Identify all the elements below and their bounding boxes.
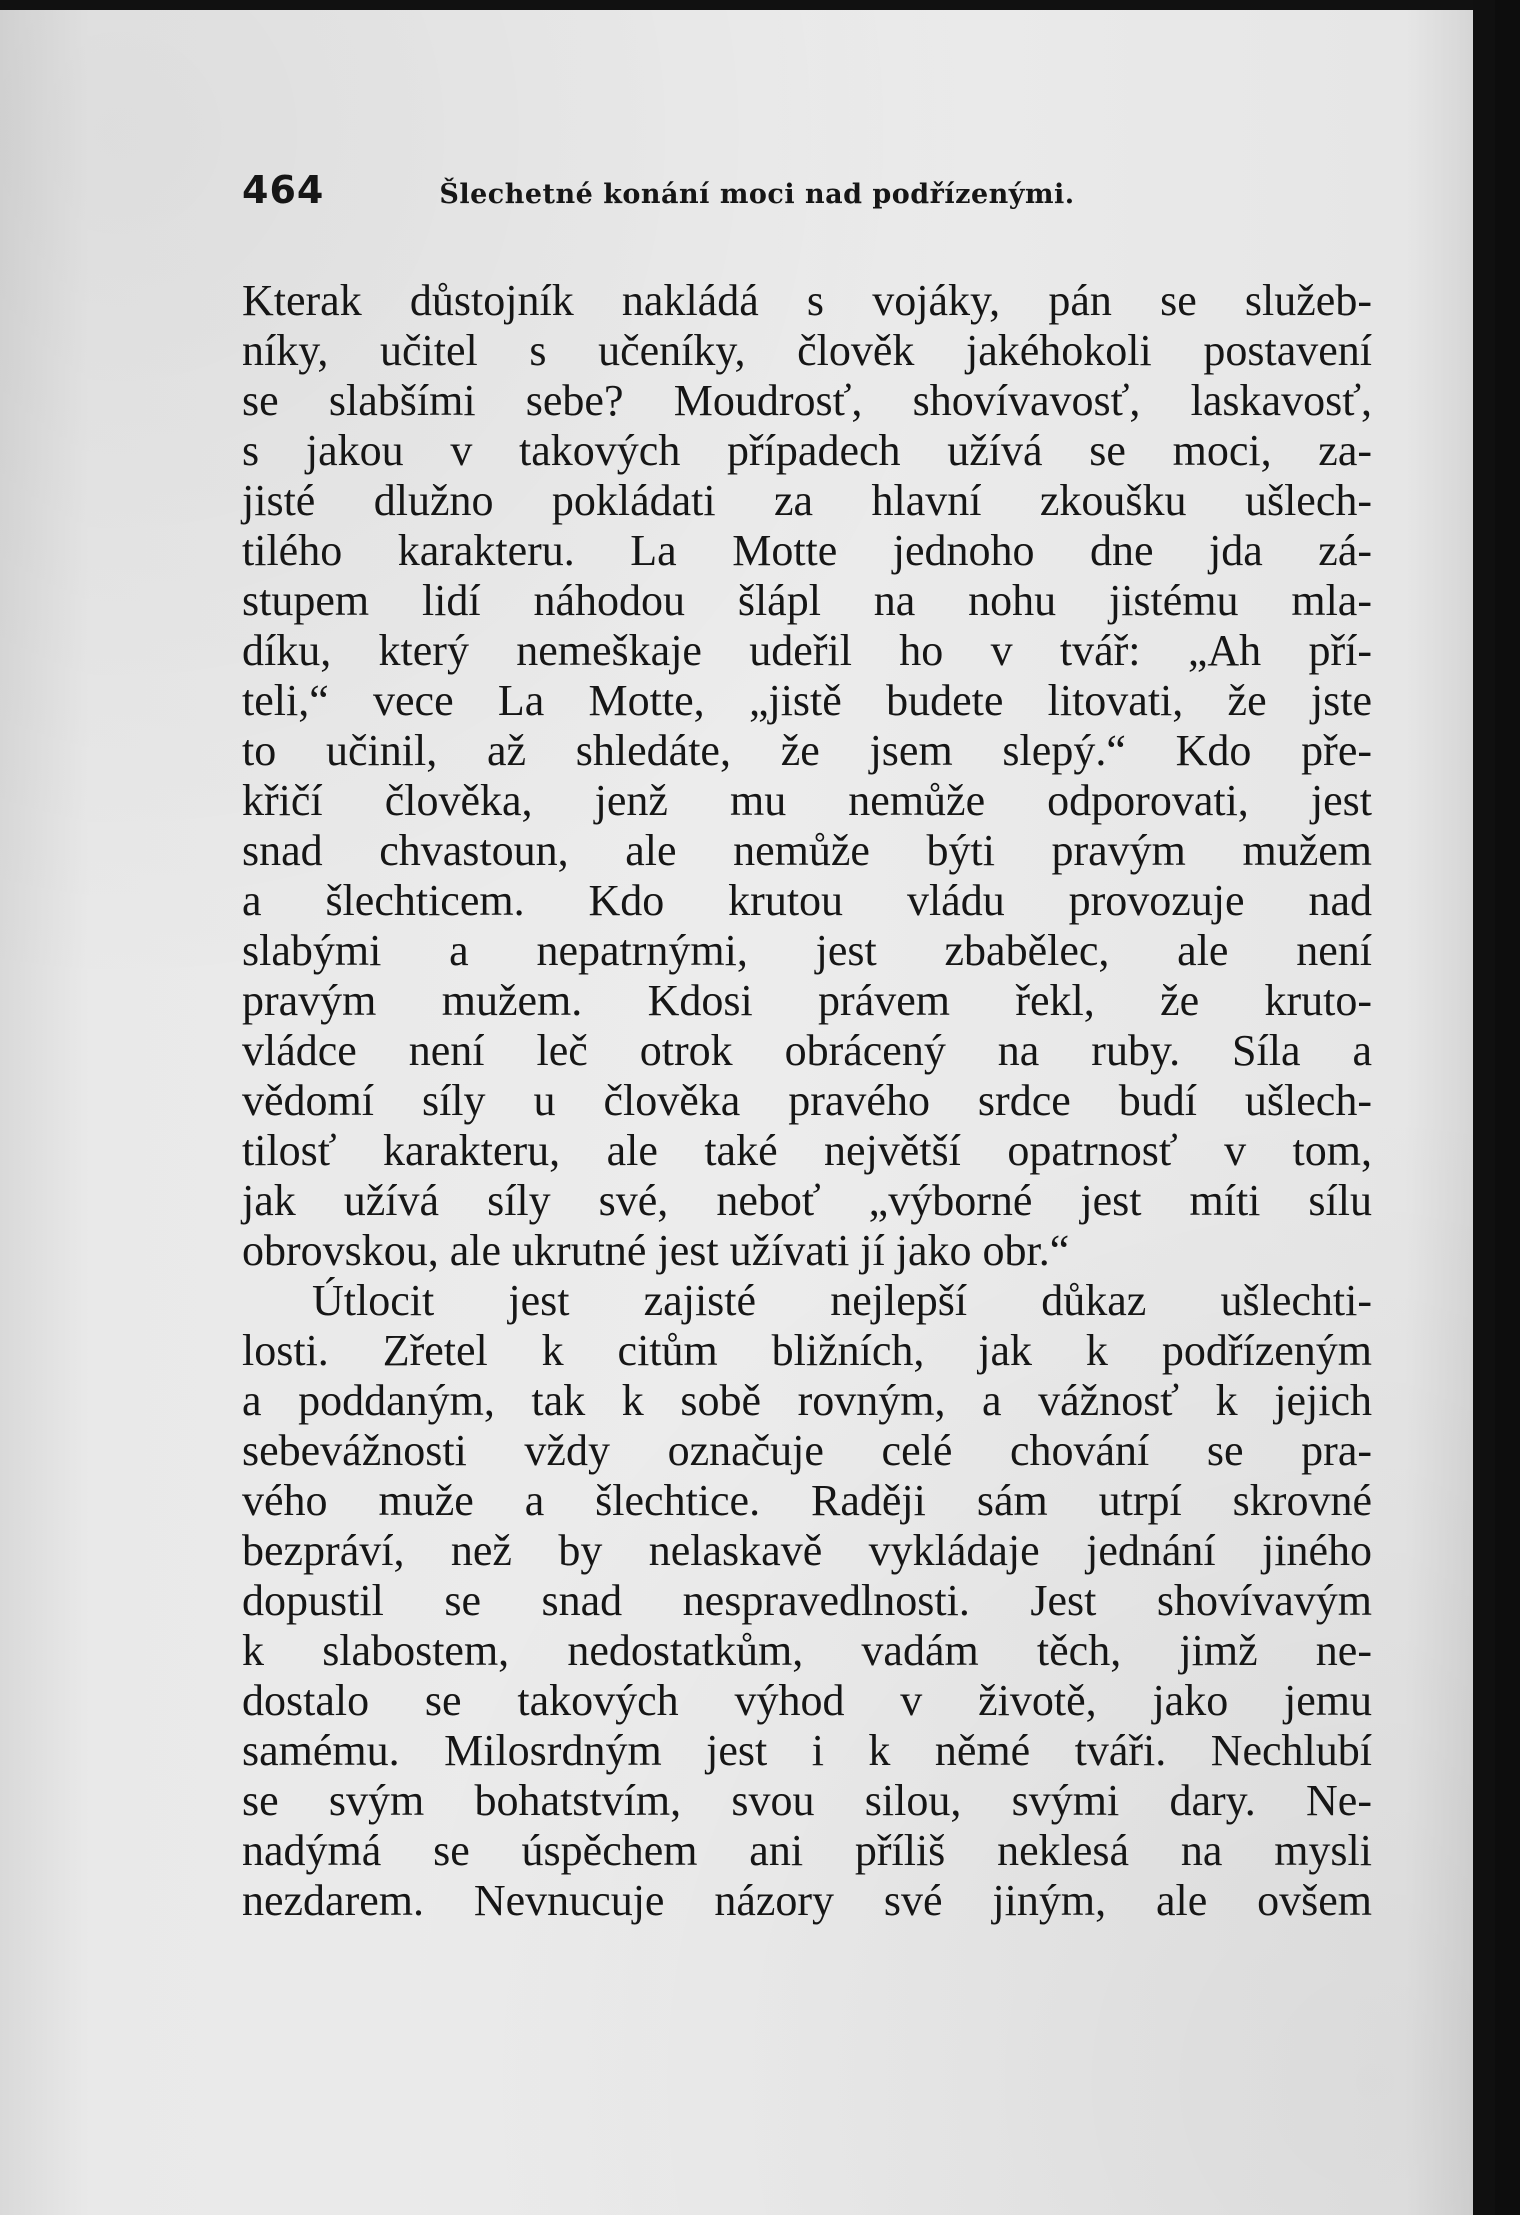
text-line: losti. Zřetel k citům bližních, jak k podřízeným — [242, 1326, 1372, 1375]
text-line: sebevážnosti vždy označuje celé chování se pra- — [242, 1426, 1372, 1475]
body-text — [242, 276, 1372, 1926]
text-line: nezdarem. Nevnucuje názory své jiným, ale ovšem — [242, 1876, 1372, 1925]
text-block — [242, 168, 1372, 1926]
text-line: teli,“ vece La Motte, „jistě budete litovati, že jste — [242, 676, 1372, 725]
text-line: se svým bohatstvím, svou silou, svými dary. Ne- — [242, 1776, 1372, 1825]
text-line: jak užívá síly své, neboť „výborné jest míti sílu — [242, 1176, 1372, 1225]
paragraph-start-line: Útlocit jest zajisté nejlepší důkaz ušlechti- — [312, 1276, 1372, 1325]
text-line: slabými a nepatrnými, jest zbabělec, ale není — [242, 926, 1372, 975]
text-line: díku, který nemeškaje udeřil ho v tvář: „Ah pří- — [242, 626, 1372, 675]
text-line: se slabšími sebe? Moudrosť, shovívavosť, laskavosť, — [242, 376, 1372, 425]
text-line: s jakou v takových případech užívá se moci, za- — [242, 426, 1372, 475]
text-line: snad chvastoun, ale nemůže býti pravým mužem — [242, 826, 1372, 875]
text-line: pravým mužem. Kdosi právem řekl, že kruto- — [242, 976, 1372, 1025]
running-head — [242, 168, 1372, 228]
text-line: stupem lidí náhodou šlápl na nohu jistému mla- — [242, 576, 1372, 625]
text-line: samému. Milosrdným jest i k němé tváři. Nechlubí — [242, 1726, 1372, 1775]
page-number: 464 — [242, 168, 325, 212]
text-line: níky, učitel s učeníky, člověk jakéhokoli postavení — [242, 326, 1372, 375]
text-line: bezpráví, než by nelaskavě vykládaje jednání jiného — [242, 1526, 1372, 1575]
text-line: vědomí síly u člověka pravého srdce budí ušlech- — [242, 1076, 1372, 1125]
scan-top-edge — [0, 0, 1495, 10]
text-line: jisté dlužno pokládati za hlavní zkoušku ušlech- — [242, 476, 1372, 525]
text-line: dopustil se snad nespravedlnosti. Jest shovívavým — [242, 1576, 1372, 1625]
text-line: a poddaným, tak k sobě rovným, a vážnosť k jejich — [242, 1376, 1372, 1425]
text-line: tilého karakteru. La Motte jednoho dne jda zá- — [242, 526, 1372, 575]
paragraph-end-line: obrovskou, ale ukrutné jest užívati jí jako obr.“ — [242, 1226, 1070, 1275]
text-line: Kterak důstojník nakládá s vojáky, pán se služeb- — [242, 276, 1372, 325]
text-line: nadýmá se úspěchem ani příliš neklesá na mysli — [242, 1826, 1372, 1875]
text-line: to učinil, až shledáte, že jsem slepý.“ Kdo pře- — [242, 726, 1372, 775]
text-line: vládce není leč otrok obrácený na ruby. Síla a — [242, 1026, 1372, 1075]
text-line: křičí člověka, jenž mu nemůže odporovati, jest — [242, 776, 1372, 825]
running-head-title: Šlechetné konání moci nad podřízenými. — [439, 179, 1075, 210]
scan-right-edge — [1473, 0, 1495, 2215]
text-line: tilosť karakteru, ale také největší opatrnosť v tom, — [242, 1126, 1372, 1175]
text-line: k slabostem, nedostatkům, vadám těch, jimž ne- — [242, 1626, 1372, 1675]
text-line: dostalo se takových výhod v životě, jako jemu — [242, 1676, 1372, 1725]
text-line: a šlechticem. Kdo krutou vládu provozuje nad — [242, 876, 1372, 925]
text-line: vého muže a šlechtice. Raději sám utrpí skrovné — [242, 1476, 1372, 1525]
